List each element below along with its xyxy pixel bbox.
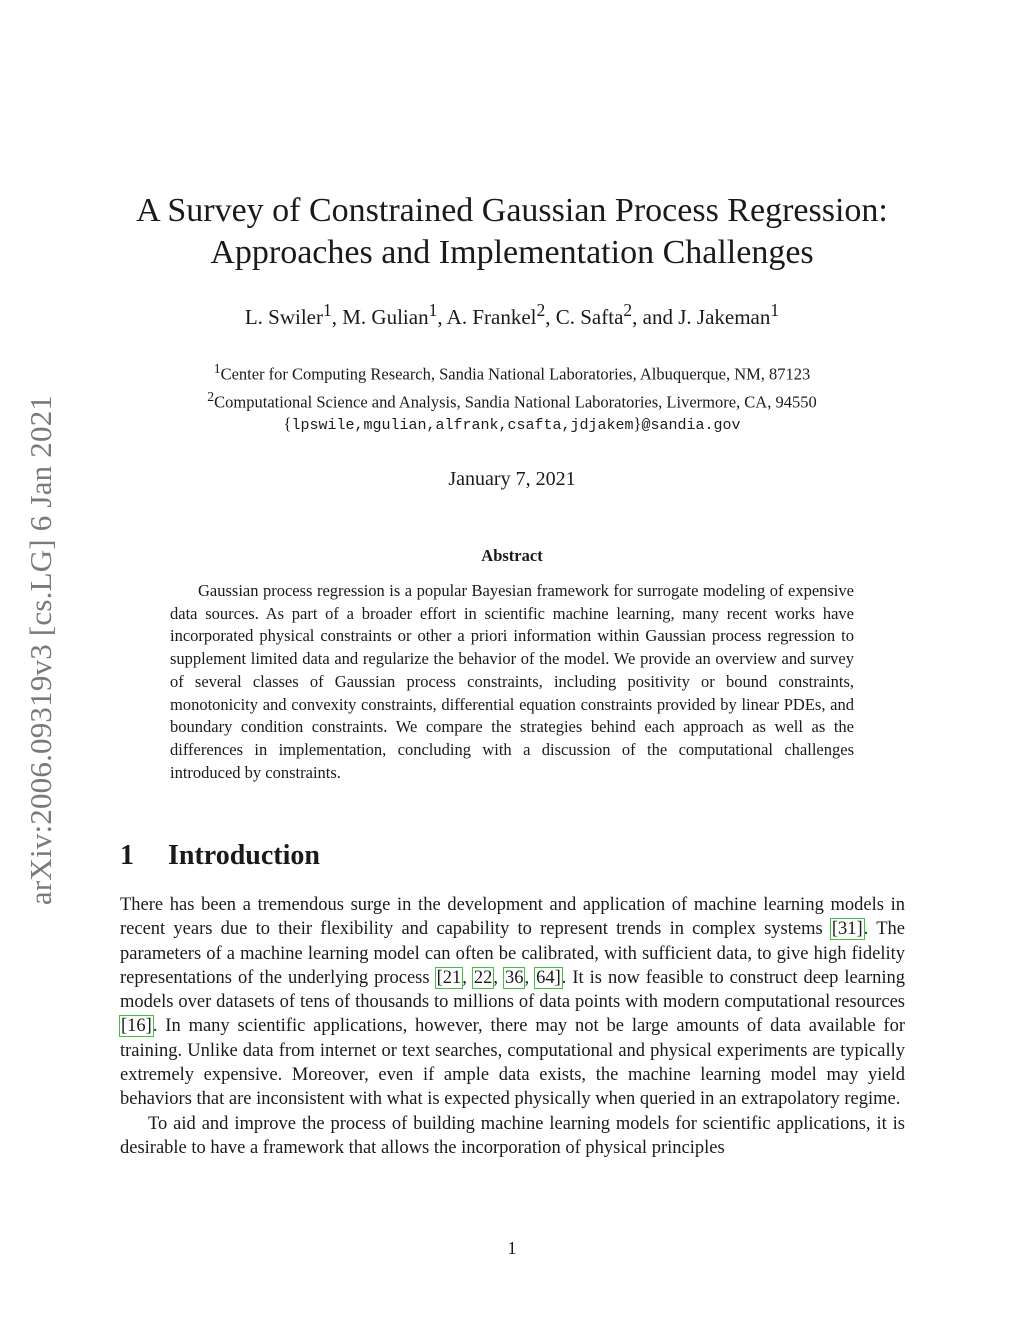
paper-title — [112, 190, 912, 274]
email-brace-open: { — [283, 414, 292, 433]
citation-link[interactable]: 36 — [504, 967, 524, 988]
title-line-1: A Survey of Constrained Gaussian Process Regression: — [136, 192, 888, 229]
affiliation-text: Center for Computing Research, Sandia National Laboratories, Albuquerque, NM, 87123 — [220, 364, 811, 384]
page-number: 1 — [507, 1238, 517, 1258]
citation-separator: , — [493, 967, 504, 988]
affiliation-sup: 1 — [213, 361, 221, 376]
author-affil-sup: 2 — [623, 300, 633, 320]
author-name: C. Safta — [555, 305, 624, 329]
text-run: There has been a tremendous surge in the development and application of machine learning models in recent years due to their flexibility and capability to represent trends in complex systems — [120, 895, 905, 940]
paragraph-2: To aid and improve the process of building machine learning models for scientific applications, it is desirable to have a framework that allows the incorporation of physical principles — [120, 1113, 905, 1158]
author-separator: , — [545, 305, 556, 329]
author-affil-sup: 1 — [428, 300, 438, 320]
citation-link[interactable]: [31] — [831, 919, 863, 940]
section-title: Introduction — [168, 840, 320, 871]
citation-separator: , — [462, 967, 473, 988]
affiliations — [112, 358, 912, 437]
paragraph-1 — [120, 893, 905, 1112]
author-separator: , and — [632, 305, 679, 329]
author-separator: , — [331, 305, 343, 329]
citation-link[interactable]: [21 — [436, 967, 462, 988]
text-run: . It is now feasible to construct deep learning models over datasets of tens of thousands to millions of data points with modern computational resources — [120, 967, 905, 1013]
affiliation-2 — [112, 386, 912, 414]
author-list — [112, 300, 912, 330]
author-affil-sup: 1 — [770, 300, 780, 320]
citation-separator: , — [524, 967, 536, 988]
author-name: A. Frankel — [446, 305, 537, 329]
affiliation-text: Computational Science and Analysis, Sandia National Laboratories, Livermore, CA, 94550 — [214, 392, 817, 411]
citation-link[interactable]: 22 — [473, 967, 493, 988]
author-name: J. Jakeman — [678, 305, 771, 329]
email-line — [112, 413, 912, 437]
email-domain: @sandia.gov — [641, 417, 741, 434]
author-separator: , — [437, 305, 447, 329]
author-name: L. Swiler — [244, 305, 323, 329]
citation-link[interactable]: [16] — [121, 1016, 152, 1037]
title-line-2: Approaches and Implementation Challenges — [210, 234, 814, 271]
body-text — [120, 893, 905, 1160]
citation-link[interactable]: 64] — [536, 967, 561, 988]
text-run: . The parameters of a machine learning model can often be calibrated, with sufficient data, to give high fidelity representations of the underlying process — [120, 919, 905, 988]
text-run: . In many scientific applications, however, there may not be large amounts of data available for training. Unlike data from internet or text searches, computational and physical experiments are typically extremely expensive. Moreover, even if ample data exists, the machine learning model may yield behaviors that are inconsistent with what is expected physically when queried in an extrapolatory regime. — [120, 1016, 905, 1110]
author-name: M. Gulian — [342, 305, 429, 329]
arxiv-sidebar-stamp — [18, 372, 64, 928]
arxiv-id: arXiv:2006.09319v3 [cs.LG] 6 Jan 2021 — [23, 394, 58, 906]
author-affil-sup: 1 — [323, 300, 332, 320]
affiliation-1 — [112, 358, 912, 386]
section-number: 1 — [120, 840, 134, 871]
paper-date: January 7, 2021 — [448, 468, 576, 490]
email-brace-close: } — [633, 414, 642, 433]
abstract-heading: Abstract — [481, 546, 543, 565]
email-users: lpswile,mgulian,alfrank,csafta,jdjakem — [291, 417, 634, 434]
author-affil-sup: 2 — [536, 300, 546, 320]
section-heading — [120, 840, 320, 872]
affiliation-sup: 2 — [207, 388, 215, 404]
abstract-text: Gaussian process regression is a popular Bayesian framework for surrogate modeling of expensive data sources. As part of a broader effort in scientific machine learning, many recent works have incorporated physical constraints or other a priori information within Gaussian process regression to supplement limited data and regularize the behavior of the model. We provide an overview and survey of several classes of Gaussian process constraints, including positivity or bound constraints, monotonicity and convexity constraints, differential equation constraints provided by linear PDEs, and boundary condition constraints. We compare the strategies behind each approach as well as the differences in implementation, concluding with a discussion of the computational challenges introduced by constraints. — [170, 581, 854, 782]
